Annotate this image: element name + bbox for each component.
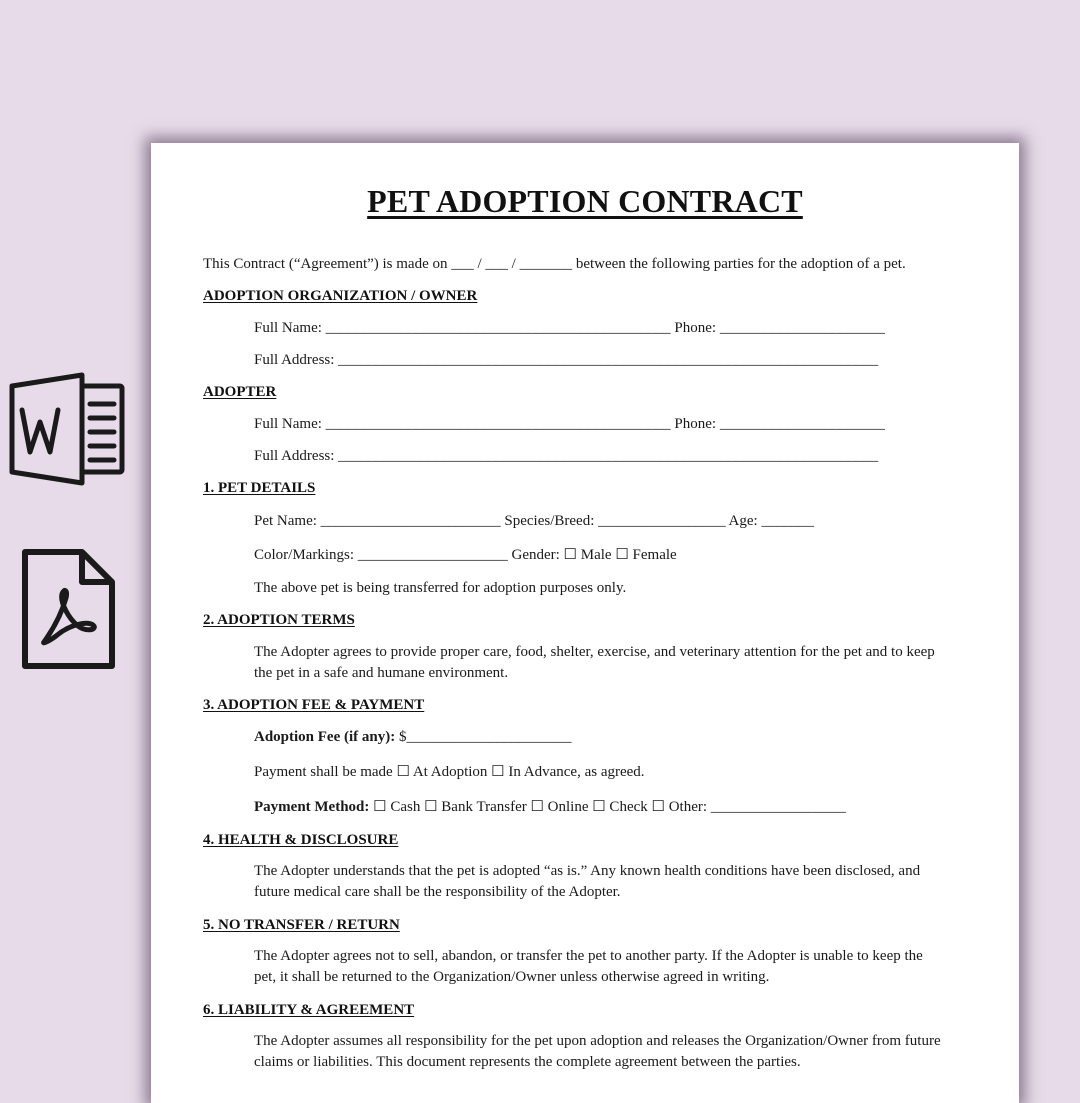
word-document-icon [8, 372, 126, 486]
transfer-paragraph [254, 946, 969, 988]
intro-line: This Contract (“Agreement”) is made on ___ / ___ / _______ between the following parties for the adoption of a pet. [203, 256, 906, 272]
fee-line [254, 728, 572, 746]
section-heading-adopter: ADOPTER [203, 384, 277, 400]
payment-method-label: Payment Method: [254, 799, 370, 815]
fee-value: $______________________ [395, 729, 572, 745]
org-address-line: Full Address: ________________________________________________________________________ [254, 352, 879, 368]
section-heading-terms: 2. ADOPTION TERMS [203, 612, 355, 628]
terms-line-2: the pet in a safe and humane environment. [254, 665, 509, 681]
health-paragraph [254, 861, 969, 903]
pet-details-line-2: Color/Markings: ____________________ Gender: ☐ Male ☐ Female [254, 547, 677, 563]
health-line-1: The Adopter understands that the pet is adopted “as is.” Any known health conditions have been disclosed, and [254, 863, 921, 879]
pdf-document-icon [20, 548, 116, 670]
terms-line-1: The Adopter agrees to provide proper care, food, shelter, exercise, and veterinary attention for the pet and to keep [254, 644, 935, 660]
pet-details-line-1: Pet Name: ________________________ Species/Breed: _________________ Age: _______ [254, 513, 814, 529]
section-heading-fee: 3. ADOPTION FEE & PAYMENT [203, 697, 425, 713]
payment-method-line [254, 798, 846, 816]
liability-line-2: claims or liabilities. This document represents the complete agreement between the parties. [254, 1054, 801, 1070]
section-heading-org: ADOPTION ORGANIZATION / OWNER [203, 288, 478, 304]
section-heading-liability: 6. LIABILITY & AGREEMENT [203, 1002, 415, 1018]
page-title: PET ADOPTION CONTRACT [367, 183, 803, 219]
health-line-2: future medical care shall be the responsibility of the Adopter. [254, 884, 621, 900]
liability-paragraph [254, 1031, 969, 1073]
contract-page [151, 143, 1019, 1103]
payment-method-value: ☐ Cash ☐ Bank Transfer ☐ Online ☐ Check ☐ Other: __________________ [369, 799, 846, 815]
org-name-line: Full Name: ______________________________________________ Phone: ______________________ [254, 320, 885, 336]
transfer-line-2: pet, it shall be returned to the Organization/Owner unless otherwise agreed in writing. [254, 969, 770, 985]
adopter-address-line: Full Address: ________________________________________________________________________ [254, 448, 879, 464]
transfer-line-1: The Adopter agrees not to sell, abandon, or transfer the pet to another party. If the Adopter is unable to keep the [254, 948, 923, 964]
fee-label: Adoption Fee (if any): [254, 729, 396, 745]
section-heading-health: 4. HEALTH & DISCLOSURE [203, 832, 399, 848]
terms-paragraph [254, 642, 969, 684]
pet-details-line-3: The above pet is being transferred for adoption purposes only. [254, 580, 627, 596]
section-heading-transfer: 5. NO TRANSFER / RETURN [203, 917, 400, 933]
liability-line-1: The Adopter assumes all responsibility for the pet upon adoption and releases the Organization/Owner from future [254, 1033, 941, 1049]
section-heading-pet: 1. PET DETAILS [203, 480, 316, 496]
payment-timing-line: Payment shall be made ☐ At Adoption ☐ In Advance, as agreed. [254, 764, 645, 780]
adopter-name-line: Full Name: ______________________________________________ Phone: ______________________ [254, 416, 885, 432]
